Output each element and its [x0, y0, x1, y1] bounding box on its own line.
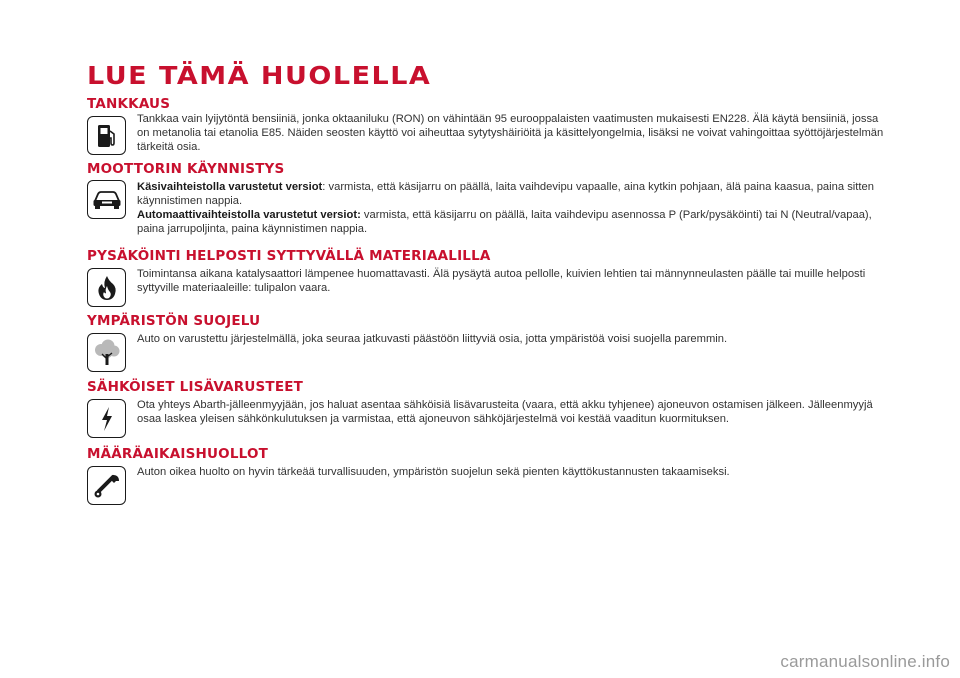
section-heading: MOOTTORIN KÄYNNISTYS	[87, 161, 285, 177]
section-text	[137, 395, 887, 426]
section-text	[137, 329, 887, 346]
tree-icon	[87, 333, 126, 372]
page-title: LUE TÄMÄ HUOLELLA	[87, 62, 432, 91]
wrench-icon	[87, 466, 126, 505]
manual-paragraph	[137, 180, 887, 208]
section-heading: PYSÄKÖINTI HELPOSTI SYTTYVÄLLÄ MATERIAALILLA	[87, 248, 491, 264]
lightning-icon	[87, 399, 126, 438]
section-text	[137, 177, 887, 236]
paragraph: Tankkaa vain lyijytöntä bensiiniä, jonka oktaaniluku (RON) on vähintään 95 eurooppalaisten vaatimusten mukaisesti EN228. Älä käytä bensiiniä, jossa on metanolia tai etanolia E85. Näiden seosten käyttö voi aiheuttaa sytytyshäiriöitä ja käsittelyongelmia, lisäksi ne voivat vahingoittaa syöttöjärjestelmän tärkeitä osia.	[137, 113, 884, 153]
section-heading: TANKKAUS	[87, 96, 171, 112]
manual-label: Käsivaihteistolla varustetut versiot	[137, 181, 323, 193]
section-heading: YMPÄRISTÖN SUOJELU	[87, 313, 261, 329]
car-icon	[87, 180, 126, 219]
section-electrical	[87, 379, 887, 426]
section-text	[137, 264, 887, 295]
section-maintenance	[87, 446, 887, 479]
section-refuelling	[87, 96, 887, 154]
auto-label: Automaattivaihteistolla varustetut versiot:	[137, 209, 361, 221]
section-heading: SÄHKÖISET LISÄVARUSTEET	[87, 379, 304, 395]
section-engine-start	[87, 161, 887, 236]
auto-paragraph	[137, 208, 887, 236]
manual-text: : varmista, että käsijarru on päällä, laita vaihdevipu vapaalle, aina kytkin pohjaan, älä paina kaasua, paina sitten käynnistimen nappia.	[137, 181, 874, 207]
paragraph: Toimintansa aikana katalysaattori lämpenee huomattavasti. Älä pysäytä autoa pellolle, kuivien lehtien tai männynneulasten päälle tai muille helposti syttyville materiaaleille: tulipalon vaara.	[137, 268, 866, 294]
section-environment	[87, 313, 887, 346]
section-text	[137, 112, 887, 154]
fire-icon	[87, 268, 126, 307]
auto-text: varmista, että käsijarru on päällä, laita vaihdevipu asennossa P (Park/pysäköinti) tai N (Neutral/vapaa), paina jarrupoljinta, paina käynnistimen nappia.	[137, 209, 872, 235]
fuel-pump-icon	[87, 116, 126, 155]
section-parking	[87, 248, 887, 295]
paragraph: Auto on varustettu järjestelmällä, joka seuraa jatkuvasti päästöön liittyviä osia, jotta ympäristöä voisi suojella paremmin.	[137, 333, 728, 345]
paragraph: Auton oikea huolto on hyvin tärkeää turvallisuuden, ympäristön suojelun sekä pienten käyttökustannusten takaamiseksi.	[137, 466, 730, 478]
section-text	[137, 462, 887, 479]
paragraph: Ota yhteys Abarth-jälleenmyyjään, jos haluat asentaa sähköisiä lisävarusteita (vaara, että akku tyhjenee) ajoneuvon ostamisen jälkeen. Jälleenmyyjä osaa laskea yleisen sähkönkulutuksen ja varmistaa, että ajoneuvon sähköjärjestelmä voi kestää vaaditun kuormituksen.	[137, 399, 873, 425]
section-heading: MÄÄRÄAIKAISHUOLLOT	[87, 446, 269, 462]
watermark: carmanualsonline.info	[780, 652, 950, 671]
